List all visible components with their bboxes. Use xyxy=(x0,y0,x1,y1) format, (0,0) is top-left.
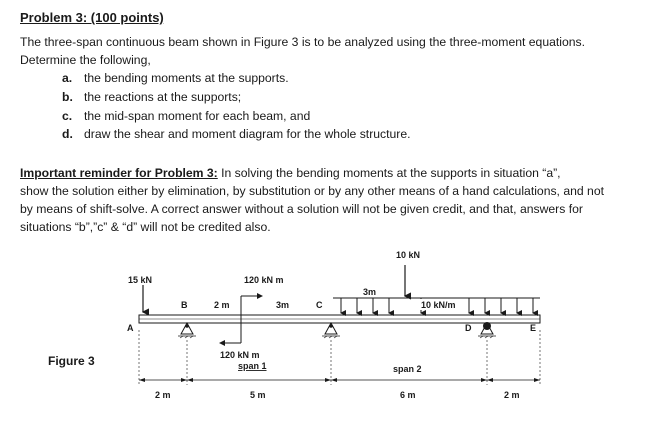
dim-2m-left: 2 m xyxy=(214,300,230,310)
list-text: draw the shear and moment diagram for the whole structure. xyxy=(84,127,411,141)
point-b-label: B xyxy=(181,300,188,310)
list-text: the bending moments at the supports. xyxy=(84,71,289,85)
udl-label: 10 kN/m xyxy=(421,300,456,310)
reminder-line4: situations “b”,”c” & “d” will not be credited also. xyxy=(20,220,271,234)
support-b xyxy=(178,323,196,338)
problem-intro-line1: The three-span continuous beam shown in Figure 3 is to be analyzed using the three-moment equations. xyxy=(20,35,586,49)
dim-3m-mid: 3m xyxy=(276,300,290,310)
span2-label: span 2 xyxy=(393,364,422,374)
point-e-label: E xyxy=(530,323,537,333)
reminder-line3: by means of shift-solve. A correct answer without a solution will not be given credit, and that, answers for xyxy=(20,202,583,216)
list-marker: d. xyxy=(62,127,73,141)
support-d xyxy=(478,322,496,338)
span1-label: span 1 xyxy=(238,361,267,371)
dim-3m-span2: 3m xyxy=(363,287,377,297)
dim-bottom-1: 2 m xyxy=(155,390,171,400)
moment-top-label: 120 kN m xyxy=(244,275,284,285)
problem-intro-line2: Determine the following, xyxy=(20,53,151,67)
point-c-label: C xyxy=(316,300,323,310)
point-d-label: D xyxy=(465,323,472,333)
list-text: the mid-span moment for each beam, and xyxy=(84,109,311,123)
dim-bottom-2: 5 m xyxy=(250,390,266,400)
list-marker: c. xyxy=(62,109,73,123)
reminder-line2: show the solution either by elimination, by substitution or by any other means of a hand calculations, and not xyxy=(20,184,604,198)
problem-title: Problem 3: (100 points) xyxy=(20,10,164,25)
list-text: the reactions at the supports; xyxy=(84,90,242,104)
dimension-extension-lines xyxy=(139,330,540,385)
load-10-label: 10 kN xyxy=(396,250,421,260)
list-marker: b. xyxy=(62,90,73,104)
reminder-text: In solving the bending moments at the supports in situation “a”, xyxy=(217,166,561,180)
list-marker: a. xyxy=(62,71,73,85)
load-15-label: 15 kN xyxy=(128,275,153,285)
support-c xyxy=(322,323,340,338)
reminder-heading: Important reminder for Problem 3: xyxy=(20,166,218,180)
moment-bottom-label: 120 kN m xyxy=(220,350,260,360)
dim-bottom-4: 2 m xyxy=(504,390,520,400)
figure-label: Figure 3 xyxy=(48,354,95,368)
point-a-label: A xyxy=(127,323,134,333)
dim-bottom-3: 6 m xyxy=(400,390,416,400)
